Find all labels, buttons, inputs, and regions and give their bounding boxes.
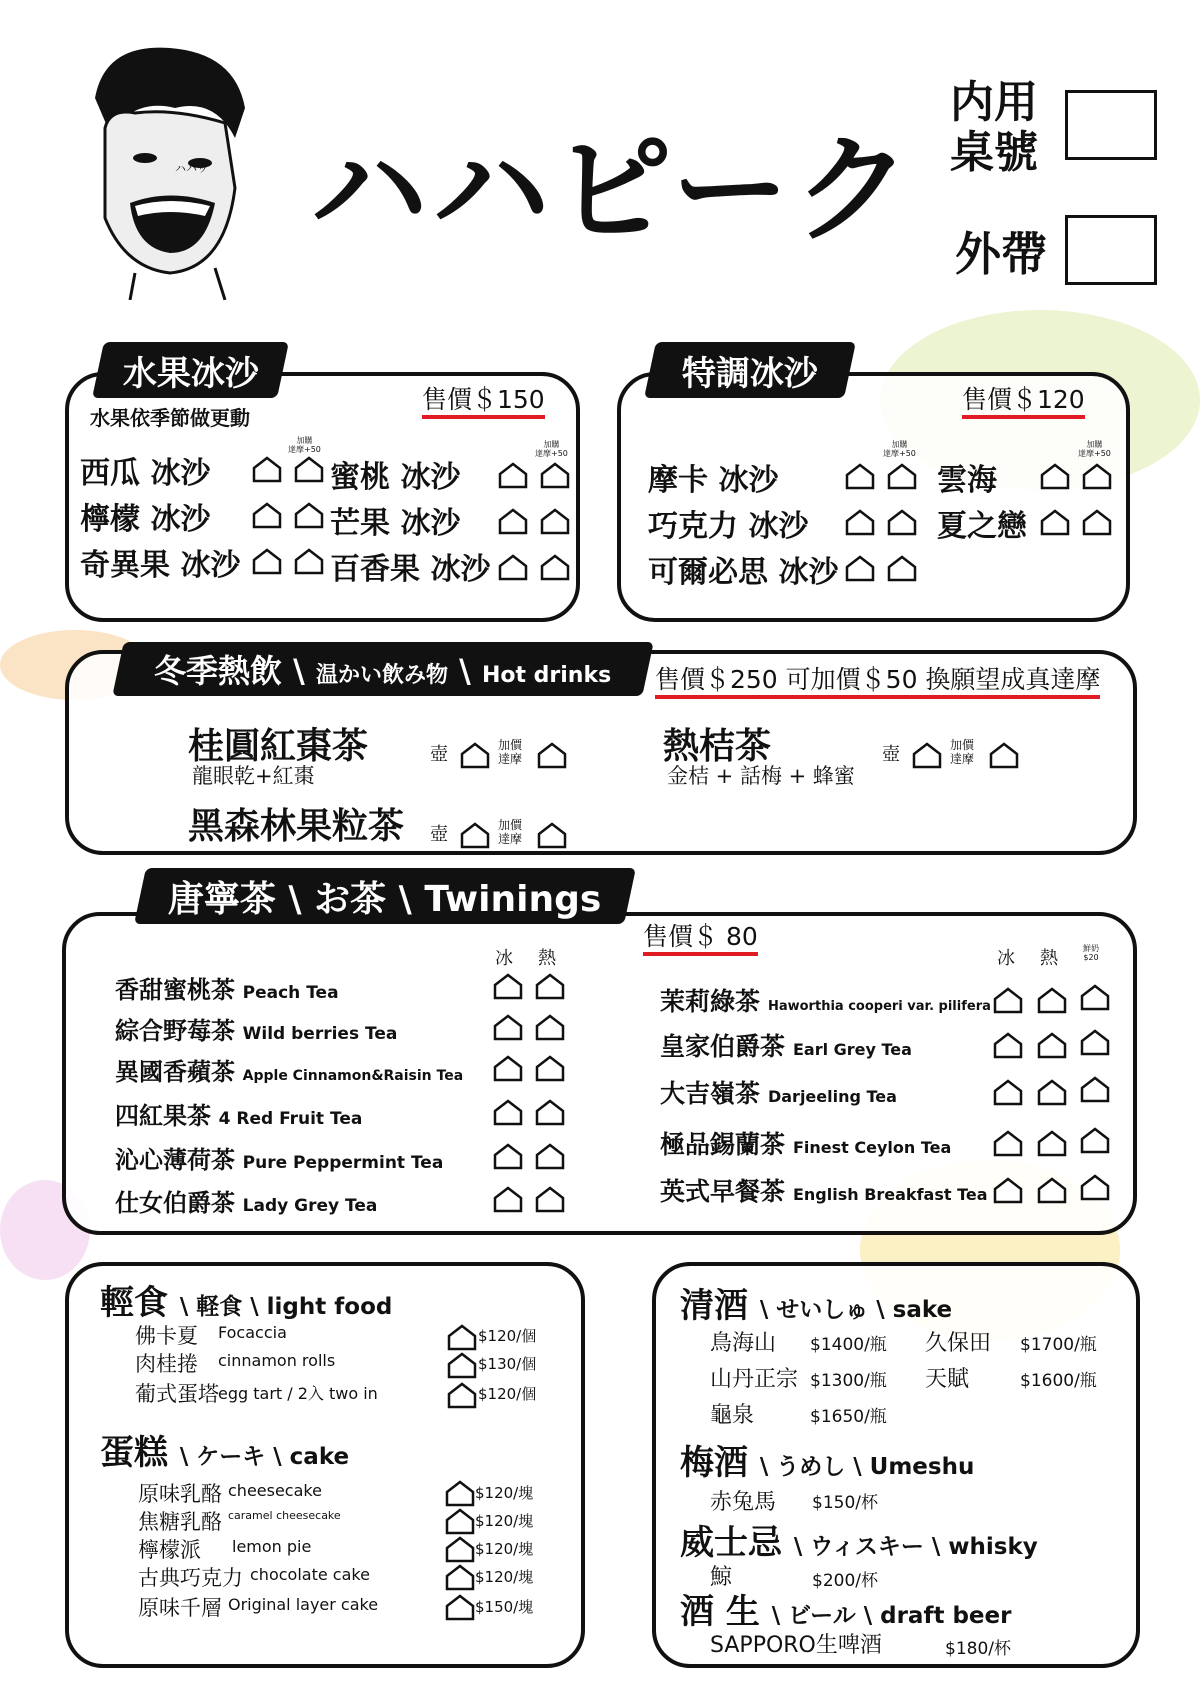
menu-item-name: 雲海 [937, 463, 997, 498]
sake-name: 天賦 [925, 1367, 970, 1392]
hot-checkbox[interactable] [535, 1186, 565, 1213]
cake-name-en: Original layer cake [228, 1595, 379, 1614]
tea-row [660, 1125, 951, 1161]
tea-row [660, 1074, 897, 1110]
cake-name-en: chocolate cake [250, 1565, 370, 1584]
pot-label: 壺 [430, 744, 448, 765]
milk-checkbox[interactable] [1080, 1029, 1110, 1056]
order-checkbox[interactable] [540, 554, 570, 581]
order-checkbox[interactable] [252, 502, 282, 529]
house-checkbox-icon [540, 508, 570, 535]
order-checkbox[interactable] [447, 1352, 477, 1379]
addon-label: 加價 達摩 [498, 818, 523, 846]
addon-label: 加價 達摩 [950, 738, 975, 766]
tea-price: 售價＄ 80 [643, 922, 758, 956]
tea-name-zh: 仕女伯爵茶 [115, 1189, 235, 1217]
house-checkbox-icon [460, 742, 490, 769]
tea-row [115, 1096, 362, 1131]
tea-row [115, 1011, 397, 1046]
twinings-title: 唐寧茶 \ お茶 \ Twinings [168, 878, 602, 920]
house-checkbox-icon [912, 742, 942, 769]
section-subtitle: \ うめし \ Umeshu [759, 1454, 975, 1480]
house-checkbox-icon [1080, 1029, 1110, 1056]
house-checkbox-icon [498, 508, 528, 535]
food-name-zh: 肉桂捲 [135, 1352, 198, 1376]
house-checkbox-icon [447, 1324, 477, 1351]
food-price: $130/個 [478, 1355, 537, 1373]
menu-item-name: 巧克力 冰沙 [648, 509, 809, 544]
tea-name-zh: 英式早餐茶 [660, 1177, 786, 1206]
house-checkbox-icon [537, 742, 567, 769]
tea-row [660, 1172, 988, 1208]
ice-column-label: 冰 [997, 948, 1015, 969]
beer-name: SAPPORO生啤酒 [710, 1633, 882, 1658]
house-checkbox-icon [493, 1099, 523, 1126]
order-checkbox[interactable] [498, 462, 528, 489]
house-checkbox-icon [1037, 1032, 1067, 1059]
tea-name-zh: 綜合野莓茶 [115, 1017, 235, 1045]
food-price: $120/個 [478, 1385, 537, 1403]
tea-name-en: Darjeeling Tea [767, 1087, 897, 1106]
order-checkbox[interactable] [498, 554, 528, 581]
order-checkbox[interactable] [294, 548, 324, 575]
house-checkbox-icon [1082, 463, 1112, 490]
house-checkbox-icon [294, 548, 324, 575]
tea-name-zh: 極品錫蘭茶 [660, 1130, 786, 1159]
house-checkbox-icon [1037, 1177, 1067, 1204]
section-subtitle: \ 軽食 \ light food [179, 1294, 393, 1320]
separator: \ [459, 652, 472, 690]
tea-name-en: Peach Tea [242, 983, 339, 1003]
hot-drinks-en: Hot drinks [482, 663, 612, 688]
fruit-smoothie-title: 水果冰沙 [122, 353, 259, 394]
house-checkbox-icon [887, 555, 917, 582]
hot-drinks-tag [112, 642, 653, 696]
hot-checkbox[interactable] [535, 1143, 565, 1170]
addon-label: 加購 達摩+50 [883, 440, 916, 458]
fruit-note: 水果依季節做更動 [90, 406, 250, 430]
tea-row [660, 982, 991, 1018]
tea-name-zh: 大吉嶺茶 [660, 1079, 761, 1108]
ice-checkbox[interactable] [493, 1143, 523, 1170]
sake-header [680, 1278, 952, 1327]
house-checkbox-icon [1037, 1079, 1067, 1106]
hot-drinks-jp: 温かい飲み物 [316, 663, 449, 688]
separator: \ [293, 652, 306, 690]
house-checkbox-icon [447, 1382, 477, 1409]
fruit-smoothie-tag [92, 342, 289, 398]
section-title: 酒 生 [680, 1592, 760, 1632]
menu-item-name: 西瓜 冰沙 [80, 456, 211, 491]
house-checkbox-icon [447, 1352, 477, 1379]
house-checkbox-icon [498, 554, 528, 581]
house-checkbox-icon [445, 1594, 475, 1621]
house-checkbox-icon [294, 502, 324, 529]
house-checkbox-icon [493, 1143, 523, 1170]
sake-price: $1700/瓶 [1020, 1335, 1097, 1355]
tea-name-en: Finest Ceylon Tea [792, 1138, 952, 1157]
food-name-en: Focaccia [218, 1323, 287, 1342]
house-checkbox-icon [460, 822, 490, 849]
tea-row [115, 1183, 377, 1218]
hot-column-label: 熱 [1040, 948, 1058, 969]
sake-name: 山丹正宗 [710, 1367, 799, 1392]
pot-checkbox[interactable] [912, 742, 942, 769]
house-checkbox-icon [993, 1130, 1023, 1157]
house-checkbox-icon [1080, 984, 1110, 1011]
house-checkbox-icon [445, 1508, 475, 1535]
order-checkbox[interactable] [887, 509, 917, 536]
addon-label: 加價 達摩 [498, 738, 523, 766]
pot-checkbox[interactable] [460, 822, 490, 849]
house-checkbox-icon [535, 1014, 565, 1041]
tea-name-en: English Breakfast Tea [792, 1185, 988, 1204]
order-checkbox[interactable] [887, 463, 917, 490]
table-number-field[interactable] [1065, 90, 1157, 160]
cake-price: $150/塊 [475, 1598, 534, 1616]
food-price: $120/個 [478, 1327, 537, 1345]
hot-checkbox[interactable] [1037, 1079, 1067, 1106]
ice-checkbox[interactable] [493, 1014, 523, 1041]
order-checkbox[interactable] [887, 555, 917, 582]
ice-checkbox[interactable] [993, 1032, 1023, 1059]
section-title: 蛋糕 [100, 1433, 168, 1473]
house-checkbox-icon [1037, 1130, 1067, 1157]
order-checkbox[interactable] [445, 1536, 475, 1563]
hot-checkbox[interactable] [535, 973, 565, 1000]
ice-column-label: 冰 [495, 948, 513, 969]
menu-item-name: 摩卡 冰沙 [648, 463, 779, 498]
twinings-tag [134, 868, 636, 924]
tea-row [115, 970, 339, 1005]
shop-title: ハハピーク [310, 121, 916, 259]
umeshu-header [680, 1435, 974, 1484]
order-checkbox[interactable] [447, 1324, 477, 1351]
whisky-header [680, 1515, 1038, 1564]
ice-checkbox[interactable] [493, 1055, 523, 1082]
house-checkbox-icon [535, 1143, 565, 1170]
milk-checkbox[interactable] [1080, 1076, 1110, 1103]
house-checkbox-icon [993, 1079, 1023, 1106]
beer-price: $180/杯 [945, 1639, 1011, 1659]
order-checkbox[interactable] [447, 1382, 477, 1409]
hot-checkbox[interactable] [1037, 1130, 1067, 1157]
hot-drink-ingredients: 金桔 + 話梅 + 蜂蜜 [667, 764, 855, 788]
tea-name-zh: 香甜蜜桃茶 [115, 976, 235, 1004]
house-checkbox-icon [887, 509, 917, 536]
milk-checkbox[interactable] [1080, 1174, 1110, 1201]
order-checkbox[interactable] [445, 1480, 475, 1507]
menu-item-name: 可爾必思 冰沙 [648, 555, 839, 590]
menu-item-name: 百香果 冰沙 [330, 552, 491, 587]
house-checkbox-icon [252, 548, 282, 575]
hot-drink-name: 熱桔茶 [663, 726, 772, 767]
house-checkbox-icon [540, 462, 570, 489]
addon-checkbox[interactable] [537, 742, 567, 769]
hot-checkbox[interactable] [535, 1099, 565, 1126]
cake-price: $120/塊 [475, 1512, 534, 1530]
section-subtitle: \ せいしゅ \ sake [759, 1297, 953, 1323]
house-checkbox-icon [1080, 1076, 1110, 1103]
milk-checkbox[interactable] [1080, 984, 1110, 1011]
milk-checkbox[interactable] [1080, 1127, 1110, 1154]
cake-name-zh: 古典巧克力 [138, 1566, 243, 1590]
house-checkbox-icon [845, 463, 875, 490]
house-checkbox-icon [1040, 463, 1070, 490]
ice-checkbox[interactable] [993, 1079, 1023, 1106]
tea-name-zh: 茉莉綠茶 [660, 987, 761, 1016]
order-checkbox[interactable] [1082, 463, 1112, 490]
order-checkbox[interactable] [540, 462, 570, 489]
special-price: 售價＄120 [962, 385, 1085, 419]
tea-name-zh: 異國香蘋茶 [115, 1058, 235, 1086]
house-checkbox-icon [540, 554, 570, 581]
umeshu-name: 赤兔馬 [710, 1490, 777, 1515]
order-checkbox[interactable] [445, 1594, 475, 1621]
order-checkbox[interactable] [1040, 463, 1070, 490]
hot-drink-name: 桂圓紅棗茶 [188, 726, 369, 767]
house-checkbox-icon [537, 822, 567, 849]
ice-checkbox[interactable] [993, 987, 1023, 1014]
hot-checkbox[interactable] [535, 1014, 565, 1041]
addon-label: 加購 達摩+50 [1078, 440, 1111, 458]
tea-name-en: Lady Grey Tea [242, 1196, 378, 1216]
special-smoothie-title: 特調冰沙 [682, 353, 818, 394]
house-checkbox-icon [294, 456, 324, 483]
house-checkbox-icon [993, 987, 1023, 1014]
menu-item-name: 奇異果 冰沙 [80, 548, 241, 583]
tea-name-en: Pure Peppermint Tea [242, 1153, 444, 1173]
section-subtitle: \ ケーキ \ cake [179, 1444, 350, 1470]
order-checkbox[interactable] [845, 463, 875, 490]
order-checkbox[interactable] [252, 548, 282, 575]
order-checkbox[interactable] [445, 1508, 475, 1535]
umeshu-price: $150/杯 [812, 1493, 878, 1513]
house-checkbox-icon [1080, 1174, 1110, 1201]
takeout-checkbox[interactable] [1065, 215, 1157, 285]
order-checkbox[interactable] [294, 502, 324, 529]
house-checkbox-icon [445, 1564, 475, 1591]
section-title: 梅酒 [680, 1443, 748, 1483]
house-checkbox-icon [535, 973, 565, 1000]
cake-name-en: lemon pie [232, 1537, 312, 1556]
ice-checkbox[interactable] [493, 1099, 523, 1126]
sake-name: 鳥海山 [710, 1331, 777, 1356]
section-title: 威士忌 [680, 1523, 782, 1563]
hot-price: 售價＄250 可加價＄50 換願望成真達摩 [655, 665, 1100, 699]
milk-column-label: 鮮奶 $20 [1083, 944, 1099, 962]
pot-label: 壺 [882, 744, 900, 765]
tea-row [115, 1140, 443, 1175]
tea-name-zh: 沁心薄荷茶 [115, 1146, 235, 1174]
food-name-en: egg tart / 2入 two in [218, 1384, 378, 1403]
tea-name-zh: 皇家伯爵茶 [660, 1032, 786, 1061]
house-checkbox-icon [445, 1480, 475, 1507]
sake-name: 龜泉 [710, 1403, 755, 1428]
fruit-price: 售價＄150 [422, 385, 545, 419]
house-checkbox-icon [1080, 1127, 1110, 1154]
cake-header [100, 1425, 349, 1474]
addon-label: 加購 達摩+50 [288, 436, 321, 454]
section-title: 清酒 [680, 1286, 748, 1326]
sake-price: $1400/瓶 [810, 1335, 887, 1355]
cake-name-zh: 檸檬派 [138, 1538, 201, 1562]
house-checkbox-icon [445, 1536, 475, 1563]
house-checkbox-icon [535, 1186, 565, 1213]
house-checkbox-icon [993, 1032, 1023, 1059]
tea-name-zh: 四紅果茶 [115, 1102, 211, 1130]
ice-checkbox[interactable] [993, 1177, 1023, 1204]
house-checkbox-icon [1037, 987, 1067, 1014]
section-subtitle: \ ビール \ draft beer [771, 1603, 1012, 1629]
tea-name-en: Earl Grey Tea [792, 1040, 912, 1059]
house-checkbox-icon [535, 1055, 565, 1082]
mascot-face-illustration [75, 38, 250, 300]
dine-in-label: 内用 桌號 [950, 77, 1038, 178]
sake-name: 久保田 [925, 1331, 992, 1356]
tea-name-en: Wild berries Tea [242, 1024, 398, 1044]
house-checkbox-icon [1040, 509, 1070, 536]
whisky-price: $200/杯 [812, 1571, 878, 1591]
hot-checkbox[interactable] [1037, 1177, 1067, 1204]
section-title: 輕食 [100, 1283, 168, 1323]
house-checkbox-icon [993, 1177, 1023, 1204]
special-smoothie-tag [644, 342, 856, 398]
sake-price: $1600/瓶 [1020, 1371, 1097, 1391]
house-checkbox-icon [252, 456, 282, 483]
food-name-zh: 佛卡夏 [135, 1324, 198, 1348]
sake-price: $1650/瓶 [810, 1407, 887, 1427]
sake-price: $1300/瓶 [810, 1371, 887, 1391]
beer-header [680, 1584, 1011, 1633]
house-checkbox-icon [498, 462, 528, 489]
hot-column-label: 熱 [538, 948, 556, 969]
house-checkbox-icon [989, 742, 1019, 769]
tea-name-en: Haworthia cooperi var. pilifera [767, 999, 991, 1014]
order-checkbox[interactable] [294, 456, 324, 483]
hot-checkbox[interactable] [1037, 1032, 1067, 1059]
ice-checkbox[interactable] [493, 1186, 523, 1213]
order-checkbox[interactable] [845, 555, 875, 582]
tea-row [660, 1027, 912, 1063]
order-checkbox[interactable] [498, 508, 528, 535]
face-caption: ハハッ [175, 162, 208, 175]
house-checkbox-icon [845, 509, 875, 536]
addon-checkbox[interactable] [989, 742, 1019, 769]
addon-label: 加購 達摩+50 [535, 440, 568, 458]
house-checkbox-icon [252, 502, 282, 529]
pot-checkbox[interactable] [460, 742, 490, 769]
hot-checkbox[interactable] [1037, 987, 1067, 1014]
menu-item-name: 蜜桃 冰沙 [330, 460, 461, 495]
house-checkbox-icon [493, 1055, 523, 1082]
house-checkbox-icon [845, 555, 875, 582]
cake-name-zh: 原味千層 [138, 1596, 222, 1620]
cake-price: $120/塊 [475, 1568, 534, 1586]
house-checkbox-icon [493, 1014, 523, 1041]
menu-item-name: 芒果 冰沙 [330, 506, 461, 541]
ice-checkbox[interactable] [993, 1130, 1023, 1157]
menu-item-name: 檸檬 冰沙 [80, 502, 211, 537]
section-subtitle: \ ウィスキー \ whisky [793, 1534, 1038, 1560]
menu-item-name: 夏之戀 [937, 509, 1027, 544]
order-checkbox[interactable] [252, 456, 282, 483]
order-checkbox[interactable] [445, 1564, 475, 1591]
takeout-label: 外帶 [955, 227, 1047, 281]
order-checkbox[interactable] [1082, 509, 1112, 536]
house-checkbox-icon [493, 1186, 523, 1213]
order-checkbox[interactable] [845, 509, 875, 536]
cake-price: $120/塊 [475, 1540, 534, 1558]
house-checkbox-icon [535, 1099, 565, 1126]
pot-label: 壺 [430, 824, 448, 845]
cake-price: $120/塊 [475, 1484, 534, 1502]
cake-name-en: caramel cheesecake [228, 1509, 341, 1522]
food-name-en: cinnamon rolls [218, 1351, 336, 1370]
order-checkbox[interactable] [540, 508, 570, 535]
light-food-header [100, 1275, 392, 1324]
hot-checkbox[interactable] [535, 1055, 565, 1082]
hot-drink-name: 黑森林果粒茶 [188, 806, 405, 847]
cake-name-zh: 焦糖乳酪 [138, 1510, 222, 1534]
cake-name-en: cheesecake [228, 1481, 322, 1500]
whisky-name: 鯨 [710, 1565, 733, 1590]
house-checkbox-icon [887, 463, 917, 490]
tea-row [115, 1052, 463, 1087]
tea-name-en: Apple Cinnamon&Raisin Tea [242, 1068, 464, 1084]
food-name-zh: 葡式蛋塔 [135, 1382, 219, 1406]
house-checkbox-icon [1082, 509, 1112, 536]
hot-drinks-title: 冬季熱飲 [154, 652, 283, 690]
ice-checkbox[interactable] [493, 973, 523, 1000]
addon-checkbox[interactable] [537, 822, 567, 849]
hot-drink-ingredients: 龍眼乾+紅棗 [192, 764, 315, 788]
house-checkbox-icon [493, 973, 523, 1000]
cake-name-zh: 原味乳酪 [138, 1482, 222, 1506]
order-checkbox[interactable] [1040, 509, 1070, 536]
tea-name-en: 4 Red Fruit Tea [218, 1109, 363, 1129]
